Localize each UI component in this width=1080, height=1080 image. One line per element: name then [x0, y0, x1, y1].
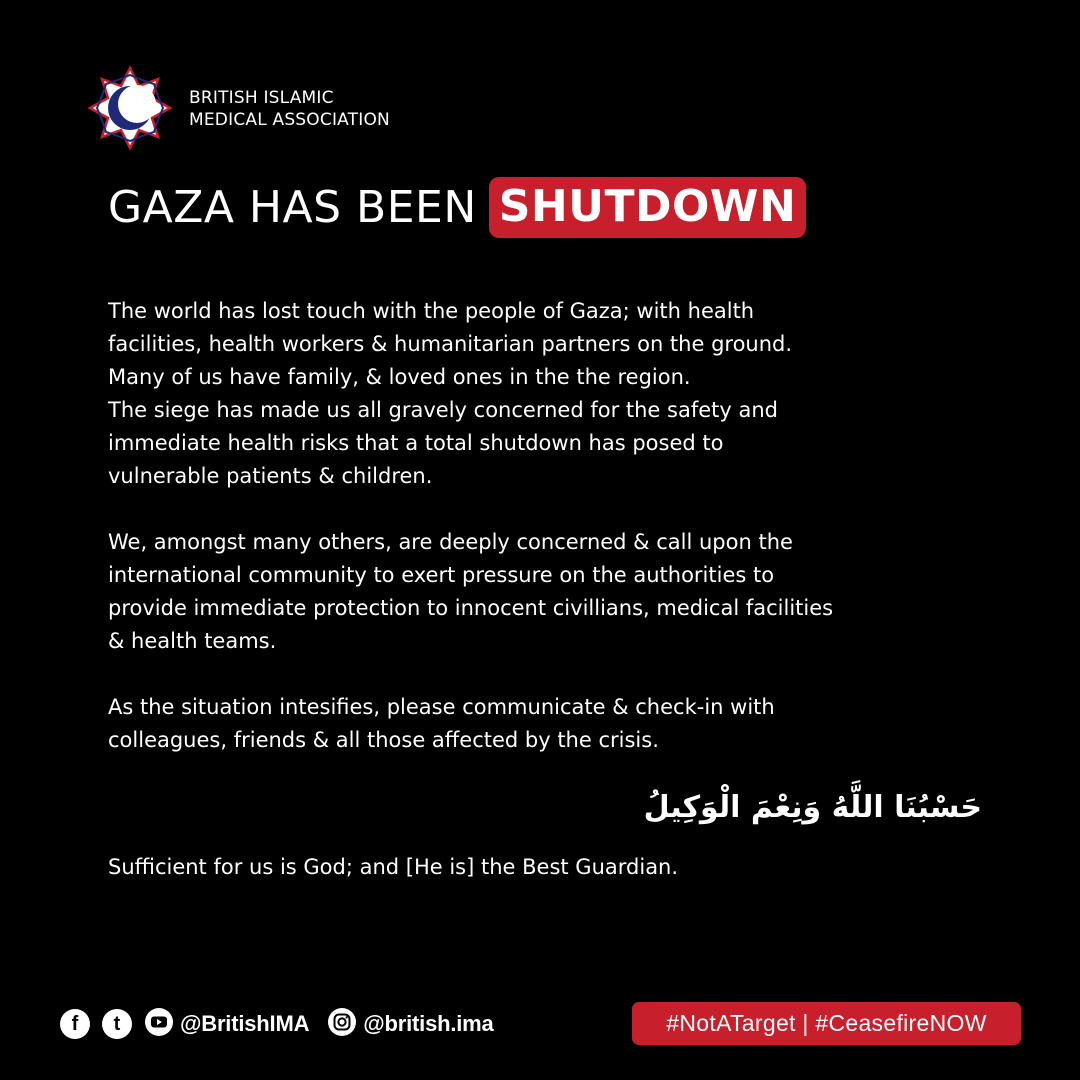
org-name-line2: MEDICAL ASSOCIATION: [189, 110, 390, 130]
twitter-icon[interactable]: t: [102, 1009, 132, 1039]
facebook-icon[interactable]: f: [60, 1009, 90, 1039]
p2-line: We, amongst many others, are deeply concerned & call upon the: [108, 530, 793, 554]
headline-prefix: GAZA HAS BEEN: [108, 181, 477, 233]
bima-logo: [88, 64, 172, 152]
p2-line: international community to exert pressure on the authorities to: [108, 563, 775, 587]
youtube-icon[interactable]: [144, 1007, 174, 1041]
handle-instagram[interactable]: @british.ima: [363, 1011, 494, 1036]
headline-highlight: SHUTDOWN: [489, 177, 807, 238]
p1-line: vulnerable patients & children.: [108, 464, 433, 488]
org-name-line1: BRITISH ISLAMIC: [189, 88, 334, 108]
p2-line: provide immediate protection to innocent civillians, medical facilities: [108, 596, 834, 620]
p3-line: colleagues, friends & all those affected by the crisis.: [108, 728, 659, 752]
p1-line: immediate health risks that a total shutdown has posed to: [108, 431, 724, 455]
statement-body: [108, 295, 908, 790]
paragraph-1: [108, 295, 908, 493]
p1-line: The world has lost touch with the people of Gaza; with health: [108, 299, 755, 323]
page-title: [108, 174, 806, 240]
p2-line: & health teams.: [108, 629, 277, 653]
hashtag-badge: #NotATarget | #CeasefireNOW: [632, 1002, 1021, 1045]
p1-line: facilities, health workers & humanitarian partners on the ground.: [108, 332, 793, 356]
p1-line: The siege has made us all gravely concerned for the safety and: [108, 398, 778, 422]
org-name: [189, 87, 390, 131]
p1-line: Many of us have family, & loved ones in the the region.: [108, 365, 691, 389]
instagram-icon[interactable]: [327, 1007, 357, 1041]
paragraph-2: [108, 526, 908, 658]
arabic-quote: حَسْبُنَا اللَّهُ وَنِعْمَ الْوَكِيلُ: [643, 790, 982, 825]
handle-main[interactable]: @BritishIMA: [180, 1011, 310, 1036]
p3-line: As the situation intesifies, please communicate & check-in with: [108, 695, 775, 719]
paragraph-3: [108, 691, 908, 757]
quote-translation: Sufficient for us is God; and [He is] the Best Guardian.: [108, 855, 679, 879]
social-handles: [60, 1008, 494, 1040]
